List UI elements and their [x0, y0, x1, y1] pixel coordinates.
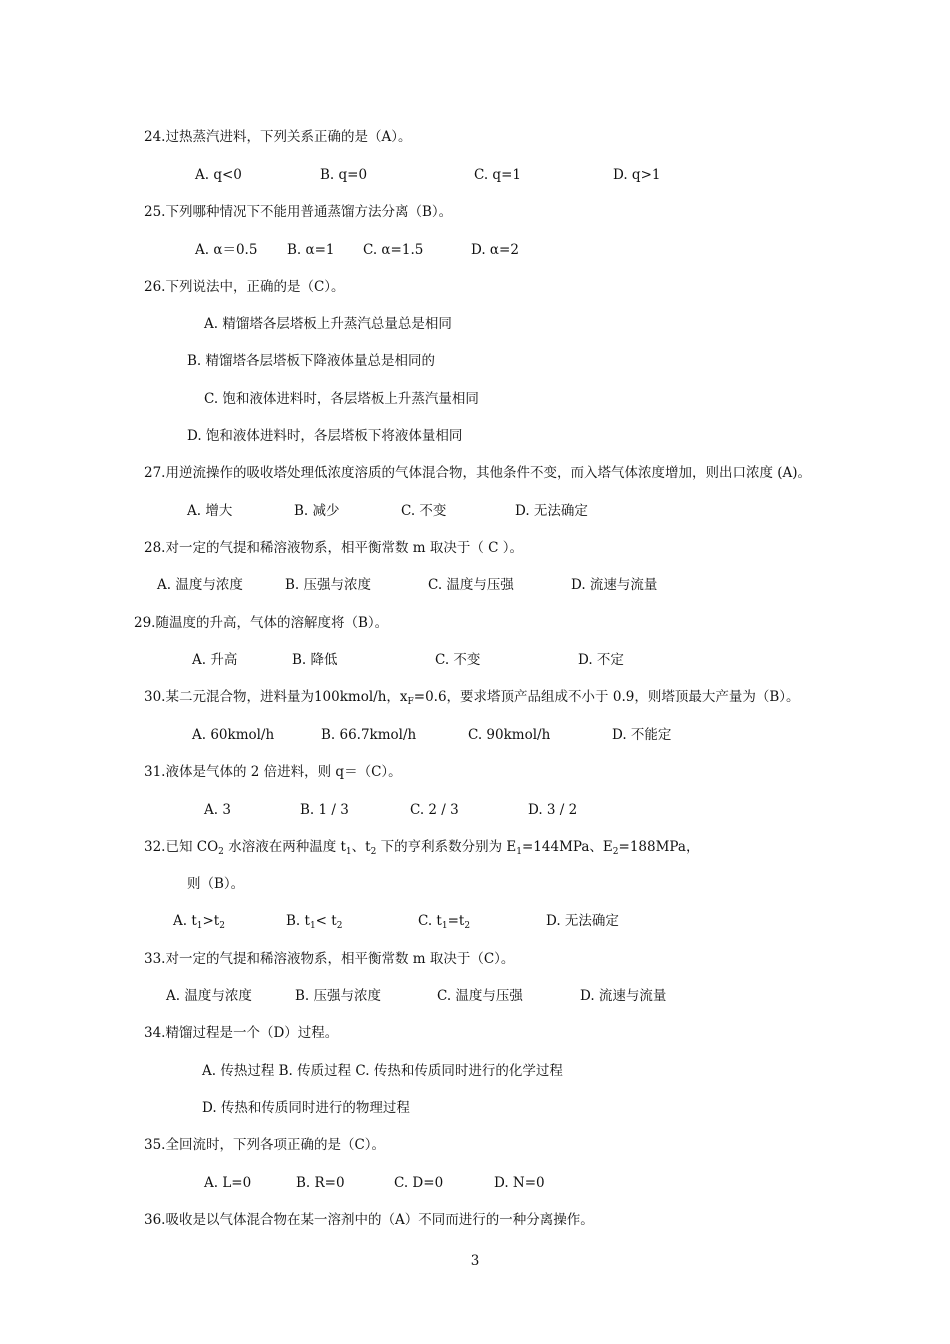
option-text: >t: [202, 913, 220, 929]
question-28-option-a: A. 温度与浓度: [157, 577, 243, 593]
question-35-option-c: C. D=0: [394, 1175, 444, 1191]
question-26-option-b: B. 精馏塔各层塔板下降液体量总是相同的: [187, 353, 436, 369]
question-34-option-d: D. 传热和传质同时进行的物理过程: [202, 1100, 410, 1116]
subscript: 2: [612, 847, 619, 857]
question-25-stem: 25.下列哪种情况下不能用普通蒸馏方法分离（B）。: [144, 204, 453, 220]
question-32-option-c: [418, 912, 470, 930]
question-27-option-d: D. 无法确定: [515, 503, 588, 519]
subscript: 1: [309, 921, 316, 931]
question-25-option-c: C. α=1.5: [363, 242, 424, 258]
question-24-option-c: C. q=1: [474, 167, 521, 183]
subscript: 2: [219, 921, 225, 931]
subscript: 2: [218, 847, 224, 857]
question-28-stem: 28.对一定的气提和稀溶液物系，相平衡常数 m 取决于（ C ）。: [144, 540, 524, 556]
question-35-option-b: B. R=0: [296, 1175, 345, 1191]
question-25-option-b: B. α=1: [287, 242, 335, 258]
question-24-stem: 24.过热蒸汽进料，下列关系正确的是（A）。: [144, 129, 412, 145]
question-32-stem-line2: 则（B）。: [187, 876, 245, 892]
question-31-option-c: C. 2 / 3: [410, 802, 459, 818]
question-31-option-d: D. 3 / 2: [528, 802, 578, 818]
question-29-stem: 29.随温度的升高，气体的溶解度将（B）。: [134, 615, 389, 631]
question-35-stem: 35.全回流时，下列各项正确的是（C）。: [144, 1137, 386, 1153]
question-24-option-d: D. q>1: [613, 167, 661, 183]
question-35-option-a: A. L=0: [204, 1175, 252, 1191]
question-33-option-b: B. 压强与浓度: [295, 988, 382, 1004]
question-29-option-a: A. 升高: [192, 652, 238, 668]
question-27-option-a: A. 增大: [187, 503, 233, 519]
question-32-text: 32.已知 CO: [144, 839, 219, 855]
option-text: < t: [315, 913, 337, 929]
question-28-option-b: B. 压强与浓度: [285, 577, 372, 593]
question-34-options-abc: A. 传热过程 B. 传质过程 C. 传热和传质同时进行的化学过程: [202, 1063, 563, 1079]
question-31-option-a: A. 3: [204, 802, 231, 818]
question-32-text: 下的亨利系数分别为 E: [376, 839, 517, 855]
subscript: 2: [370, 847, 377, 857]
question-31-stem: 31.液体是气体的 2 倍进料，则 q＝（C）。: [144, 764, 402, 780]
page-number: 3: [470, 1253, 480, 1269]
question-28-option-d: D. 流速与流量: [571, 577, 658, 593]
question-26-option-a: A. 精馏塔各层塔板上升蒸汽总量总是相同: [204, 316, 452, 332]
question-30-stem-part2: =0.6，要求塔顶产品组成不小于 0.9，则塔顶最大产量为（B）。: [413, 689, 800, 705]
question-29-option-b: B. 降低: [292, 652, 338, 668]
question-33-stem: 33.对一定的气提和稀溶液物系，相平衡常数 m 取决于（C）。: [144, 951, 515, 967]
question-26-option-d: D. 饱和液体进料时，各层塔板下将液体量相同: [187, 428, 463, 444]
question-32-text: 、t: [351, 839, 371, 855]
question-25-option-d: D. α=2: [471, 242, 519, 258]
question-24-option-a: A. q<0: [195, 167, 242, 183]
question-30-option-d: D. 不能定: [612, 727, 672, 743]
option-text: C. t: [418, 913, 442, 929]
option-text: B. t: [286, 913, 310, 929]
question-30-stem-part1: 30.某二元混合物，进料量为100kmol/h，x: [144, 689, 408, 705]
question-30-option-c: C. 90kmol/h: [468, 727, 551, 743]
question-29-option-c: C. 不变: [435, 652, 481, 668]
question-32-option-b: [286, 912, 342, 930]
question-30-stem: [144, 688, 800, 706]
question-34-stem: 34.精馏过程是一个（D）过程。: [144, 1025, 339, 1041]
question-32-option-d: D. 无法确定: [546, 913, 619, 929]
question-27-stem: 27.用逆流操作的吸收塔处理低浓度溶质的气体混合物，其他条件不变，而入塔气体浓度增加，则出口浓度 (A)。: [144, 465, 812, 481]
question-32-text: =144MPa、E: [522, 839, 613, 855]
question-32-text: 水溶液在两种温度 t: [223, 839, 346, 855]
question-27-option-b: B. 减少: [294, 503, 340, 519]
question-33-option-d: D. 流速与流量: [580, 988, 667, 1004]
question-31-option-b: B. 1 / 3: [300, 802, 349, 818]
subscript: 2: [464, 921, 471, 931]
option-text: A. t: [173, 913, 197, 929]
question-26-stem: 26.下列说法中，正确的是（C）。: [144, 279, 345, 295]
question-33-option-a: A. 温度与浓度: [166, 988, 252, 1004]
option-text: =t: [447, 913, 465, 929]
question-30-subscript-f: F: [407, 697, 414, 707]
subscript: 1: [516, 847, 522, 857]
subscript: 1: [196, 921, 203, 931]
question-33-option-c: C. 温度与压强: [437, 988, 523, 1004]
subscript: 1: [441, 921, 448, 931]
subscript: 1: [345, 847, 352, 857]
question-32-stem: [144, 838, 699, 856]
question-30-option-a: A. 60kmol/h: [192, 727, 275, 743]
question-26-option-c: C. 饱和液体进料时，各层塔板上升蒸汽量相同: [204, 391, 479, 407]
question-25-option-a: A. α＝0.5: [195, 242, 258, 258]
question-24-option-b: B. q=0: [320, 167, 368, 183]
question-36-stem: 36.吸收是以气体混合物在某一溶剂中的（A）不同而进行的一种分离操作。: [144, 1212, 594, 1228]
question-27-option-c: C. 不变: [401, 503, 447, 519]
question-29-option-d: D. 不定: [578, 652, 624, 668]
question-32-text: =188MPa，: [618, 839, 700, 855]
question-35-option-d: D. N=0: [494, 1175, 545, 1191]
subscript: 2: [336, 921, 343, 931]
question-32-option-a: [173, 912, 225, 930]
question-30-option-b: B. 66.7kmol/h: [321, 727, 417, 743]
question-28-option-c: C. 温度与压强: [428, 577, 514, 593]
